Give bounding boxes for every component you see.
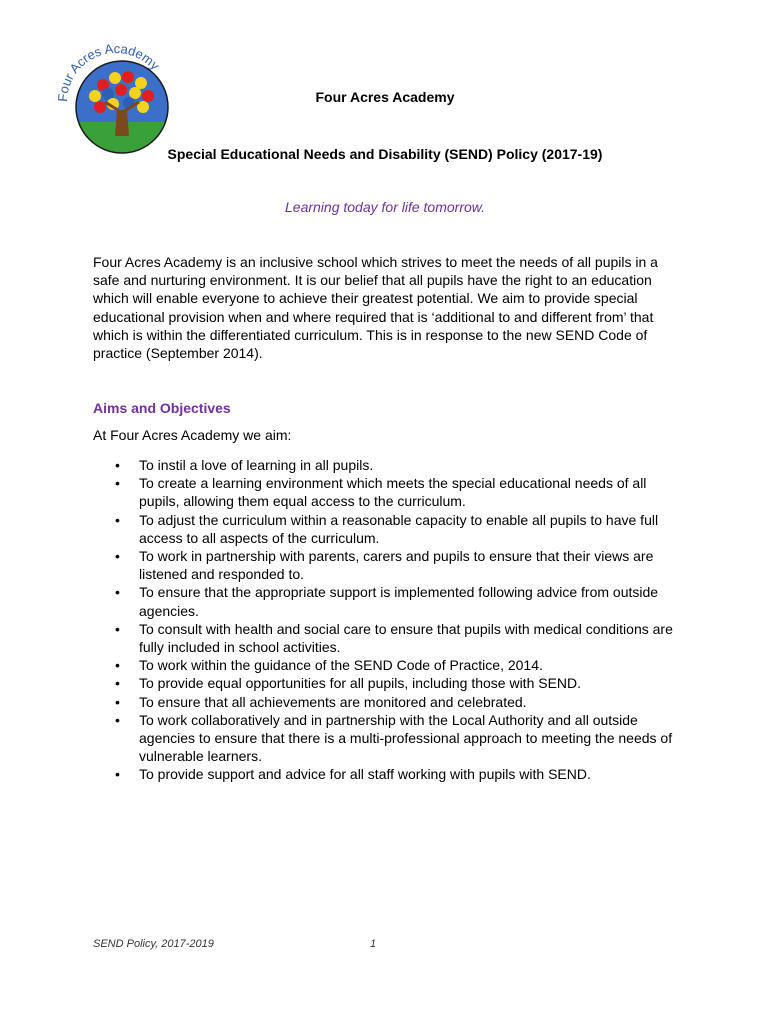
bullet-icon: • bbox=[115, 620, 120, 637]
bullet-icon: • bbox=[115, 457, 120, 473]
list-item-text: To ensure that all achievements are monitored and celebrated. bbox=[139, 693, 527, 710]
list-item bbox=[93, 765, 683, 783]
list-item-text: To consult with health and social care to ensure that pupils with medical conditions are fully included in school activities. bbox=[139, 620, 673, 656]
list-item bbox=[93, 583, 683, 619]
list-item bbox=[93, 474, 683, 510]
list-item-text: To work collaboratively and in partnership with the Local Authority and all outside agencies to ensure that there is a multi-professional approach to meeting the needs of vulnerable learners. bbox=[139, 711, 673, 765]
bullet-icon: • bbox=[115, 711, 120, 728]
school-motto: Learning today for life tomorrow. bbox=[285, 199, 485, 215]
list-item bbox=[93, 674, 683, 692]
aims-list bbox=[93, 456, 683, 784]
intro-paragraph: Four Acres Academy is an inclusive school which strives to meet the needs of all pupils in a safe and nurturing environment. It is our belief that all pupils have the right to an education which will enable everyone to achieve their greatest potential. We aim to provide special educational provision when and where required that is ‘additional to and different from’ that which is within the differentiated curriculum. This is in response to the new SEND Code of practice (September 2014). bbox=[93, 254, 658, 362]
bullet-icon: • bbox=[115, 475, 120, 492]
list-item-text: To work within the guidance of the SEND Code of Practice, 2014. bbox=[139, 657, 543, 674]
aims-intro: At Four Acres Academy we aim: bbox=[93, 427, 292, 443]
bullet-icon: • bbox=[115, 693, 120, 710]
list-item bbox=[93, 711, 683, 766]
aims-heading: Aims and Objectives bbox=[93, 400, 231, 416]
list-item bbox=[93, 456, 683, 474]
footer-document-name: SEND Policy, 2017-2019 bbox=[93, 938, 214, 950]
logo-arc-text: Four Acres Academy bbox=[55, 40, 163, 103]
school-name: Four Acres Academy bbox=[315, 89, 455, 105]
list-item bbox=[93, 511, 683, 547]
policy-title: Special Educational Needs and Disability (SEND) Policy (2017-19) bbox=[167, 146, 603, 162]
list-item-text: To create a learning environment which meets the special educational needs of all pupils, allowing them equal access to the curriculum. bbox=[139, 475, 647, 510]
bullet-icon: • bbox=[115, 511, 120, 528]
bullet-icon: • bbox=[115, 657, 120, 674]
list-item-text: To provide equal opportunities for all pupils, including those with SEND. bbox=[139, 675, 582, 692]
list-item-text: To adjust the curriculum within a reasonable capacity to enable all pupils to have full access to all aspects of the curriculum. bbox=[139, 511, 659, 546]
list-item bbox=[93, 620, 683, 656]
bullet-icon: • bbox=[115, 584, 120, 601]
footer-page-number: 1 bbox=[370, 938, 377, 950]
list-item-text: To provide support and advice for all staff working with pupils with SEND. bbox=[139, 766, 591, 783]
list-item bbox=[93, 693, 683, 711]
list-item bbox=[93, 547, 683, 583]
bullet-icon: • bbox=[115, 548, 120, 565]
list-item-text: To work in partnership with parents, carers and pupils to ensure that their views are listened and responded to. bbox=[139, 548, 654, 583]
list-item-text: To ensure that the appropriate support is implemented following advice from outside agencies. bbox=[139, 584, 659, 619]
bullet-icon: • bbox=[115, 675, 120, 692]
list-item-text: To instil a love of learning in all pupils. bbox=[139, 457, 374, 473]
bullet-icon: • bbox=[115, 766, 120, 783]
list-item bbox=[93, 656, 683, 674]
